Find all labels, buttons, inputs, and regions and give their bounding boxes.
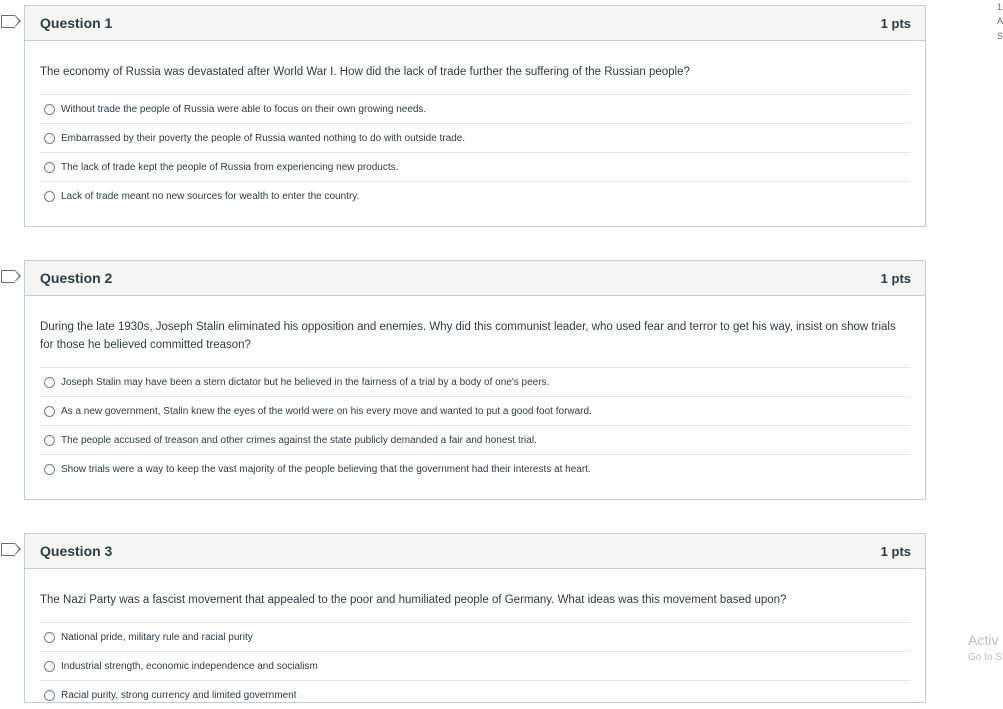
answer-label[interactable]: Racial purity, strong currency and limited government [61, 689, 297, 701]
answer-label[interactable]: Industrial strength, economic independence and socialism [61, 660, 318, 672]
answer-option[interactable] [40, 623, 910, 652]
answer-label[interactable]: The people accused of treason and other crimes against the state publicly demanded a fair and honest trial. [61, 434, 537, 446]
activation-watermark-subtitle: Go to S [968, 652, 1002, 663]
radio-unchecked-icon[interactable] [44, 162, 55, 173]
radio-unchecked-icon[interactable] [44, 406, 55, 417]
edge-glyph: S [997, 31, 1003, 41]
question-points: 1 pts [880, 15, 911, 31]
radio-unchecked-icon[interactable] [44, 435, 55, 446]
question-text: The Nazi Party was a fascist movement that appealed to the poor and humiliated people of Germany. What ideas was this movement based upon? [40, 594, 787, 606]
answer-label[interactable]: Lack of trade meant no new sources for wealth to enter the country. [61, 190, 360, 202]
flag-question-icon[interactable] [1, 15, 15, 28]
answer-option[interactable] [40, 397, 910, 426]
question-body [25, 296, 925, 483]
question-title: Question 3 [40, 543, 113, 559]
question-card [24, 533, 926, 703]
radio-unchecked-icon[interactable] [44, 632, 55, 643]
question-points: 1 pts [880, 543, 911, 559]
answer-label[interactable]: As a new government, Stalin knew the eyes of the world were on his every move and wanted to put a good foot forward. [61, 405, 592, 417]
answer-list [40, 622, 910, 709]
answer-label[interactable]: Embarrassed by their poverty the people of Russia wanted nothing to do with outside trade. [61, 132, 466, 144]
question-points: 1 pts [880, 270, 911, 286]
answer-option[interactable] [40, 153, 910, 182]
answer-option[interactable] [40, 681, 910, 709]
question-text: During the late 1930s, Joseph Stalin eliminated his opposition and enemies. Why did this communist leader, who used fear and terror to get his way, insist on show trials for those he believed committed treason? [40, 321, 896, 351]
flag-question-icon[interactable] [1, 543, 15, 556]
answer-label[interactable]: The lack of trade kept the people of Russia from experiencing new products. [61, 161, 399, 173]
edge-glyph: 1 [997, 2, 1003, 12]
answer-option[interactable] [40, 426, 910, 455]
radio-unchecked-icon[interactable] [44, 464, 55, 475]
answer-label[interactable]: Show trials were a way to keep the vast majority of the people believing that the government had their interests at heart. [61, 463, 591, 475]
question-header [25, 534, 925, 569]
question-text: The economy of Russia was devastated after World War I. How did the lack of trade further the suffering of the Russian people? [40, 66, 690, 78]
radio-unchecked-icon[interactable] [44, 104, 55, 115]
radio-unchecked-icon[interactable] [44, 133, 55, 144]
answer-option[interactable] [40, 124, 910, 153]
question-title: Question 1 [40, 15, 113, 31]
answer-list [40, 94, 910, 210]
radio-unchecked-icon[interactable] [44, 377, 55, 388]
flag-question-icon[interactable] [1, 270, 15, 283]
edge-glyph: A [997, 16, 1003, 26]
answer-option[interactable] [40, 652, 910, 681]
answer-option[interactable] [40, 368, 910, 397]
answer-option[interactable] [40, 455, 910, 483]
activation-watermark-title: Activ [968, 632, 999, 648]
answer-label[interactable]: National pride, military rule and racial purity [61, 631, 253, 643]
radio-unchecked-icon[interactable] [44, 690, 55, 701]
question-body [25, 41, 925, 210]
question-header [25, 6, 925, 41]
question-header [25, 261, 925, 296]
answer-list [40, 367, 910, 483]
radio-unchecked-icon[interactable] [44, 191, 55, 202]
question-card [24, 260, 926, 500]
answer-label[interactable]: Without trade the people of Russia were able to focus on their own growing needs. [61, 103, 427, 115]
answer-label[interactable]: Joseph Stalin may have been a stern dictator but he believed in the fairness of a trial by a body of one's peers. [61, 376, 550, 388]
answer-option[interactable] [40, 182, 910, 210]
question-title: Question 2 [40, 270, 113, 286]
question-body [25, 569, 925, 709]
radio-unchecked-icon[interactable] [44, 661, 55, 672]
question-card [24, 5, 926, 227]
answer-option[interactable] [40, 95, 910, 124]
